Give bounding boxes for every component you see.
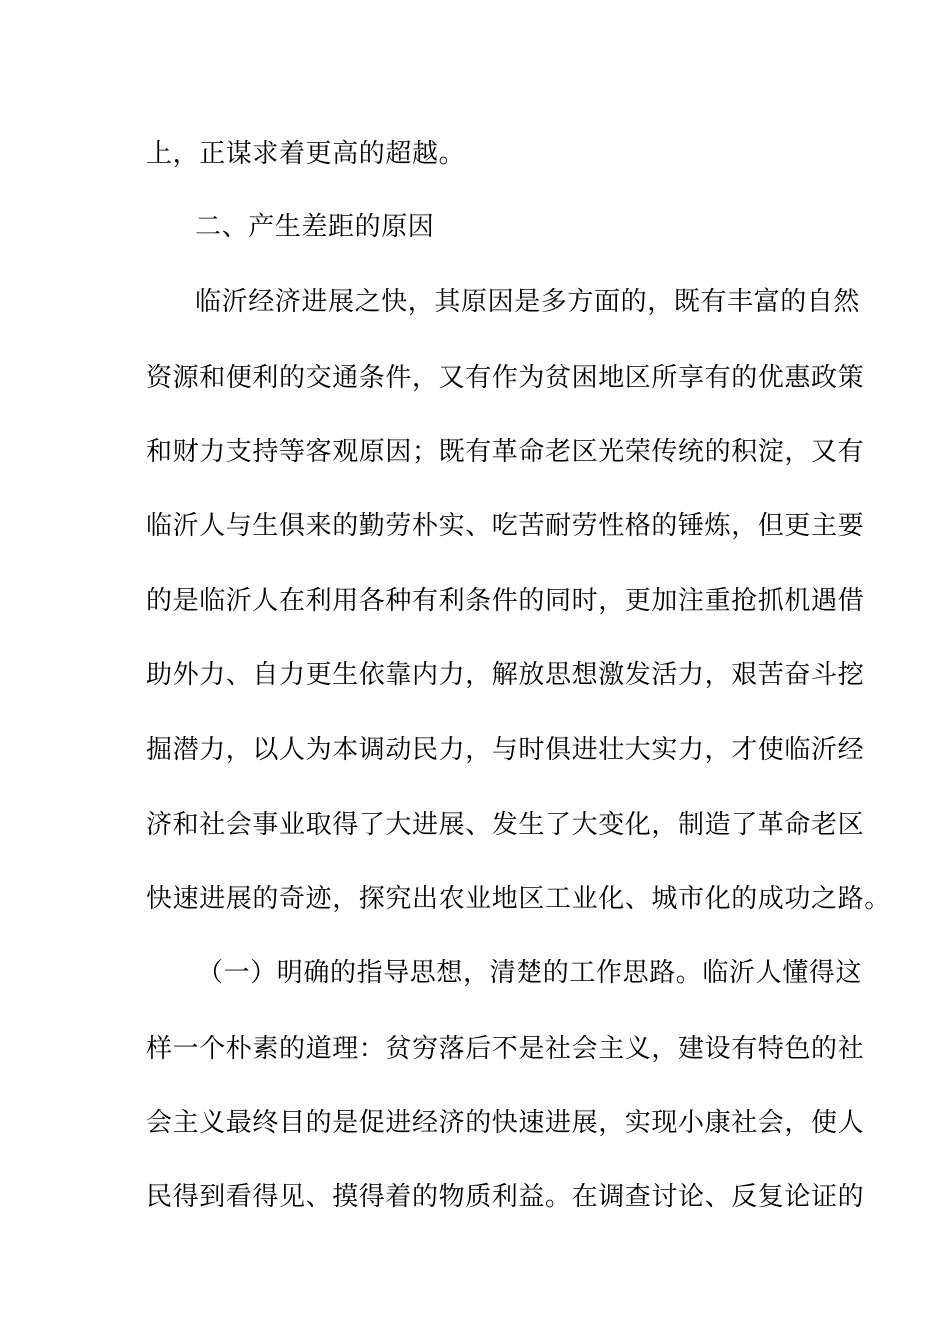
paragraph-line-1: 临沂经济进展之快，其原因是多方面的，既有丰富的自然 (195, 287, 861, 317)
paragraph-line-9: 快速进展的奇迹，探究出农业地区工业化、城市化的成功之路。 (146, 884, 891, 914)
paragraph-line-2: 资源和便利的交通条件，又有作为贫困地区所享有的优惠政策 (146, 363, 865, 393)
subsection-line-2: 样一个朴素的道理：贫穷落后不是社会主义，建设有特色的社 (146, 1034, 865, 1064)
paragraph-line-8: 济和社会事业取得了大进展、发生了大变化，制造了革命老区 (146, 810, 865, 840)
paragraph-line-3: 和财力支持等客观原因；既有革命老区光荣传统的积淀，又有 (146, 437, 865, 467)
paragraph-line-4: 临沂人与生俱来的勤劳朴实、吃苦耐劳性格的锤炼，但更主要 (146, 511, 865, 541)
paragraph-line-5: 的是临沂人在利用各种有利条件的同时，更加注重抢抓机遇借 (146, 586, 865, 616)
section-heading: 二、产生差距的原因 (195, 212, 435, 242)
subsection-line-3: 会主义最终目的是促进经济的快速进展，实现小康社会，使人 (146, 1108, 865, 1138)
subsection-line-1: （一）明确的指导思想，清楚的工作思路。临沂人懂得这 (197, 958, 863, 988)
paragraph-line-6: 助外力、自力更生依靠内力，解放思想激发活力，艰苦奋斗挖 (146, 660, 865, 690)
subsection-line-4: 民得到看得见、摸得着的物质利益。在调查讨论、反复论证的 (146, 1182, 865, 1212)
text-line-1: 上，正谋求着更高的超越。 (146, 139, 466, 169)
paragraph-line-7: 掘潜力，以人为本调动民力，与时俱进壮大实力，才使临沂经 (146, 735, 865, 765)
